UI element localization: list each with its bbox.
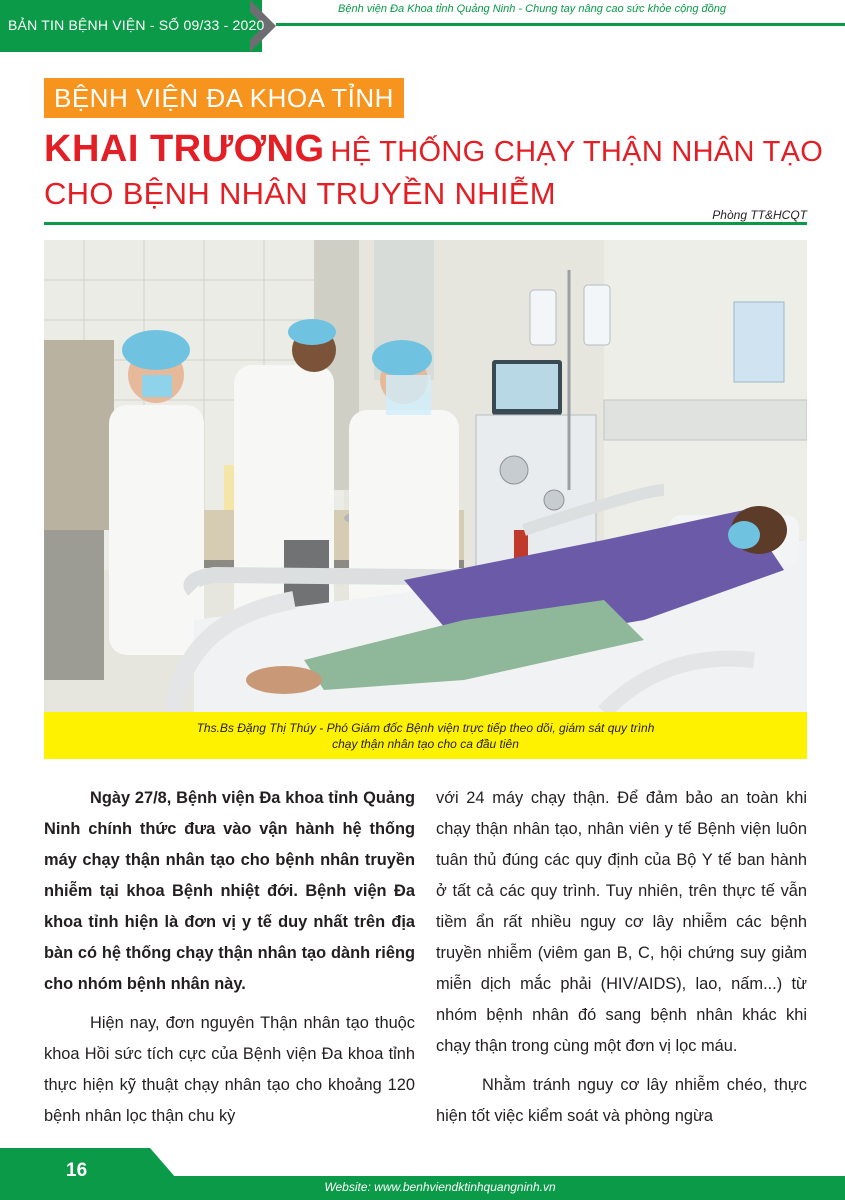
body-paragraph-3: Nhằm tránh nguy cơ lây nhiễm chéo, thực hiện tốt việc kiểm soát và phòng ngừa — [436, 1076, 807, 1125]
body-column-left — [44, 783, 415, 1132]
photo-caption — [44, 712, 807, 759]
body-paragraph-2-continued: với 24 máy chạy thận. Để đảm bảo an toàn khi chạy thận nhân tạo, nhân viên y tế Bệnh viện luôn tuân thủ đúng các quy định của Bộ Y tế ban hành ở tất cả các quy trình. Tuy nhiên, trên thực tế vẫn tiềm ẩn rất nhiều nguy cơ lây nhiễm các bệnh truyền nhiễm (viêm gan B, C, hội chứng suy giảm miễn dịch mắc phải (HIV/AIDS), lao, nấm...) từ nhóm bệnh nhân đó sang bệnh nhân khác khi chạy thận trong cùng một đơn vị lọc máu. — [436, 789, 807, 1055]
lead-paragraph: Ngày 27/8, Bệnh viện Đa khoa tỉnh Quảng Ninh chính thức đưa vào vận hành hệ thống máy chạy thận nhân tạo cho bệnh nhân truyền nhiễm tại khoa Bệnh nhiệt đới. Bệnh viện Đa khoa tỉnh hiện là đơn vị y tế duy nhất trên địa bàn có hệ thống chạy thận nhân tạo dành riêng cho nhóm bệnh nhân này. — [44, 789, 415, 993]
article-title-line2: CHO BỆNH NHÂN TRUYỀN NHIỄM — [44, 176, 556, 211]
page-number: 16 — [66, 1160, 88, 1181]
hospital-room-illustration — [44, 240, 807, 712]
header-tagline: Bệnh viện Đa Khoa tỉnh Quảng Ninh - Chung tay nâng cao sức khỏe cộng đồng — [338, 3, 726, 15]
footer-tab-slope — [150, 1148, 176, 1178]
article-title-bold: KHAI TRƯƠNG — [44, 128, 325, 170]
newsletter-title: BẢN TIN BỆNH VIỆN - SỐ 09/33 - 2020 — [8, 17, 265, 33]
article-byline: Phòng TT&HCQT — [712, 208, 807, 222]
article-kicker: BỆNH VIỆN ĐA KHOA TỈNH — [44, 78, 404, 118]
article-photo — [44, 240, 807, 712]
body-column-right — [436, 783, 807, 1132]
header-rule — [276, 23, 845, 26]
body-paragraph-2: Hiện nay, đơn nguyên Thận nhân tạo thuộc khoa Hồi sức tích cực của Bệnh viện Đa khoa tỉnh thực hiện kỹ thuật chạy nhân tạo cho khoảng 120 bệnh nhân lọc thận chu kỳ — [44, 1014, 415, 1125]
title-rule — [44, 222, 807, 225]
footer-website[interactable]: Website: www.benhviendktinhquangninh.vn — [324, 1180, 556, 1194]
article-title-rest: HỆ THỐNG CHẠY THẬN NHÂN TẠO — [330, 136, 824, 168]
photo-caption-line2: chạy thận nhân tạo cho ca đầu tiên — [332, 737, 519, 751]
photo-caption-line1: Ths.Bs Đặng Thị Thúy - Phó Giám đốc Bệnh viện trực tiếp theo dõi, giám sát quy trình — [196, 721, 655, 735]
article-title-line1 — [44, 128, 823, 171]
